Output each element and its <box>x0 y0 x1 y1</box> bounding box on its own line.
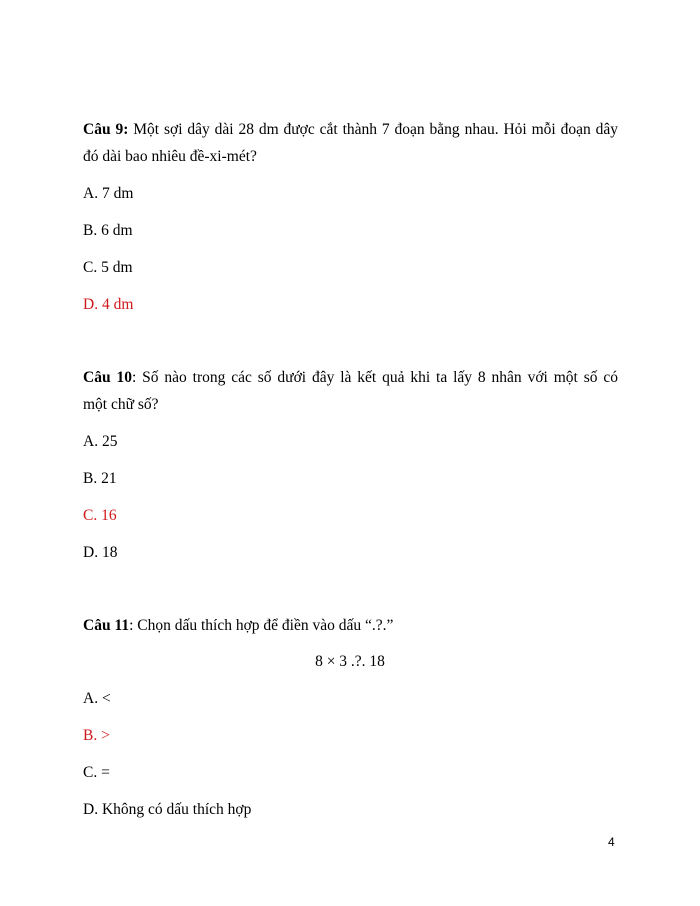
question-10-option-b: B. 21 <box>83 470 117 487</box>
question-11-text-1: : Chọn dấu thích hợp để điền vào dấu “.?.” <box>129 617 394 634</box>
question-10-option-a: A. 25 <box>83 433 118 450</box>
question-9-line-2: đó dài bao nhiêu đề-xi-mét? <box>83 148 257 165</box>
question-11-label: Câu 11 <box>83 617 130 634</box>
question-10-option-c-correct: C. 16 <box>83 507 117 524</box>
question-10-option-d: D. 18 <box>83 544 118 561</box>
question-9-option-b: B. 6 dm <box>83 222 133 239</box>
question-9-text-1: Một sợi dây dài 28 dm được cắt thành 7 đoạn bằng nhau. Hỏi mỗi đoạn dây <box>128 121 618 138</box>
question-10-label: Câu 10 <box>83 369 132 386</box>
question-10-line-2: một chữ số? <box>83 396 159 413</box>
question-9-option-a: A. 7 dm <box>83 185 134 202</box>
question-10-line-1 <box>83 368 618 388</box>
question-11-option-b-correct: B. > <box>83 727 110 744</box>
question-9-option-d-correct: D. 4 dm <box>83 296 134 313</box>
question-11-line-1 <box>83 616 393 636</box>
question-9-line-1 <box>83 120 618 140</box>
page-number: 4 <box>608 835 615 849</box>
question-9-option-c: C. 5 dm <box>83 259 133 276</box>
question-11-option-a: A. < <box>83 690 111 707</box>
question-11-option-d: D. Không có dấu thích hợp <box>83 801 252 818</box>
question-11-option-c: C. = <box>83 764 110 781</box>
question-9-label: Câu 9: <box>83 121 129 138</box>
question-10-text-1: : Số nào trong các số dưới đây là kết quả khi ta lấy 8 nhân với một số có <box>131 369 618 386</box>
question-11-expression: 8 × 3 .?. 18 <box>315 653 385 670</box>
